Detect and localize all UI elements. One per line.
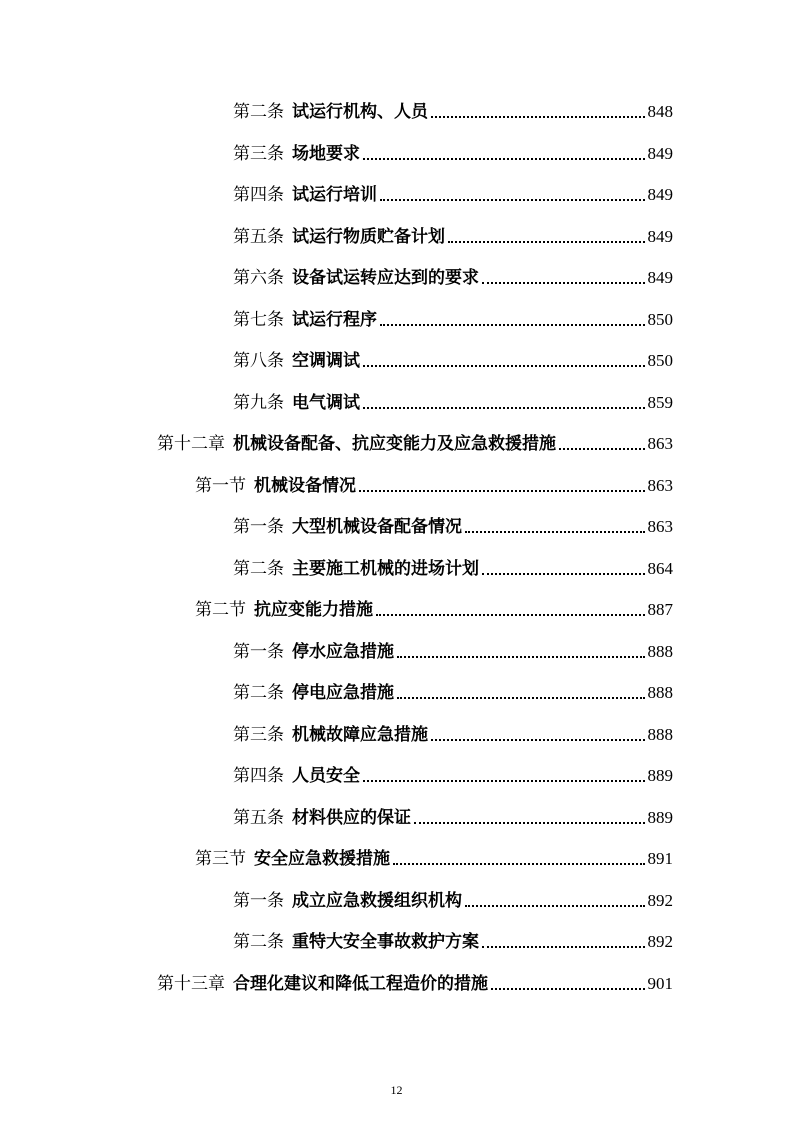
toc-entry[interactable]	[233, 95, 673, 123]
entry-page: 864	[647, 559, 673, 578]
dot-leader	[491, 988, 645, 990]
entry-number: 第二节	[195, 600, 246, 620]
entry-title: 重特大安全事故救护方案	[292, 932, 479, 952]
toc-entry-chapter[interactable]	[157, 967, 673, 995]
entry-title: 场地要求	[292, 144, 360, 164]
entry-title: 机械设备配备、抗应变能力及应急救援措施	[233, 434, 556, 454]
dot-leader	[380, 324, 645, 326]
entry-title: 停电应急措施	[292, 683, 394, 703]
entry-page: 850	[647, 351, 673, 370]
entry-title: 空调调试	[292, 351, 360, 371]
entry-title: 成立应急救援组织机构	[292, 891, 462, 911]
toc-entry[interactable]	[233, 303, 673, 331]
entry-title: 设备试运转应达到的要求	[292, 268, 479, 288]
toc-entry[interactable]	[233, 635, 673, 663]
entry-title: 试运行程序	[292, 310, 377, 330]
entry-number: 第一条	[233, 891, 284, 911]
dot-leader	[448, 241, 645, 243]
entry-page: 849	[647, 268, 673, 287]
entry-page: 863	[647, 517, 673, 536]
toc-entry[interactable]	[233, 261, 673, 289]
entry-title: 机械设备情况	[254, 476, 356, 496]
dot-leader	[482, 282, 645, 284]
toc-entry-section[interactable]	[195, 469, 673, 497]
dot-leader	[465, 905, 645, 907]
entry-title: 大型机械设备配备情况	[292, 517, 462, 537]
dot-leader	[363, 158, 645, 160]
toc-entry[interactable]	[233, 676, 673, 704]
entry-page: 888	[647, 725, 673, 744]
entry-page: 848	[647, 102, 673, 121]
toc-entry[interactable]	[233, 386, 673, 414]
entry-number: 第三节	[195, 849, 246, 869]
entry-page: 889	[647, 766, 673, 785]
entry-title: 人员安全	[292, 766, 360, 786]
dot-leader	[397, 697, 645, 699]
entry-page: 849	[647, 144, 673, 163]
toc-entry[interactable]	[233, 220, 673, 248]
toc-entry[interactable]	[233, 925, 673, 953]
entry-number: 第四条	[233, 766, 284, 786]
entry-number: 第五条	[233, 808, 284, 828]
entry-page: 888	[647, 683, 673, 702]
entry-title: 安全应急救援措施	[254, 849, 390, 869]
toc-entry[interactable]	[233, 137, 673, 165]
entry-number: 第五条	[233, 227, 284, 247]
entry-page: 859	[647, 393, 673, 412]
dot-leader	[363, 407, 645, 409]
entry-number: 第四条	[233, 185, 284, 205]
entry-number: 第八条	[233, 351, 284, 371]
entry-number: 第三条	[233, 144, 284, 164]
toc-entry[interactable]	[233, 552, 673, 580]
dot-leader	[559, 448, 645, 450]
entry-number: 第一条	[233, 517, 284, 537]
entry-page: 892	[647, 891, 673, 910]
entry-number: 第二条	[233, 932, 284, 952]
entry-number: 第二条	[233, 559, 284, 579]
entry-page: 891	[647, 849, 673, 868]
dot-leader	[397, 656, 645, 658]
toc-entry[interactable]	[233, 510, 673, 538]
entry-page: 849	[647, 227, 673, 246]
dot-leader	[482, 946, 645, 948]
entry-title: 机械故障应急措施	[292, 725, 428, 745]
entry-page: 901	[647, 974, 673, 993]
dot-leader	[393, 863, 645, 865]
entry-page: 887	[647, 600, 673, 619]
entry-title: 试运行机构、人员	[292, 102, 428, 122]
entry-title: 试运行培训	[292, 185, 377, 205]
dot-leader	[363, 780, 645, 782]
dot-leader	[359, 490, 645, 492]
toc-entry[interactable]	[233, 344, 673, 372]
entry-number: 第一条	[233, 642, 284, 662]
toc-entry[interactable]	[233, 178, 673, 206]
entry-number: 第一节	[195, 476, 246, 496]
entry-number: 第十二章	[157, 434, 225, 454]
entry-page: 889	[647, 808, 673, 827]
entry-title: 电气调试	[292, 393, 360, 413]
entry-number: 第七条	[233, 310, 284, 330]
dot-leader	[414, 822, 645, 824]
toc-entry[interactable]	[233, 718, 673, 746]
entry-page: 863	[647, 434, 673, 453]
dot-leader	[363, 365, 645, 367]
entry-number: 第二条	[233, 102, 284, 122]
dot-leader	[482, 573, 645, 575]
entry-number: 第九条	[233, 393, 284, 413]
dot-leader	[465, 531, 645, 533]
toc-entry-chapter[interactable]	[157, 427, 673, 455]
entry-title: 试运行物质贮备计划	[292, 227, 445, 247]
entry-number: 第六条	[233, 268, 284, 288]
dot-leader	[431, 116, 645, 118]
entry-page: 892	[647, 932, 673, 951]
entry-number: 第二条	[233, 683, 284, 703]
entry-number: 第十三章	[157, 974, 225, 994]
entry-title: 材料供应的保证	[292, 808, 411, 828]
toc-entry[interactable]	[233, 759, 673, 787]
footer-page-number: 12	[390, 1083, 403, 1097]
entry-title: 停水应急措施	[292, 642, 394, 662]
dot-leader	[376, 614, 645, 616]
entry-title: 抗应变能力措施	[254, 600, 373, 620]
toc-entry-section[interactable]	[195, 593, 673, 621]
entry-number: 第三条	[233, 725, 284, 745]
entry-title: 合理化建议和降低工程造价的措施	[233, 974, 488, 994]
toc-entry[interactable]	[233, 884, 673, 912]
toc-entry-section[interactable]	[195, 842, 673, 870]
toc-entry[interactable]	[233, 801, 673, 829]
dot-leader	[380, 199, 645, 201]
entry-title: 主要施工机械的进场计划	[292, 559, 479, 579]
entry-page: 863	[647, 476, 673, 495]
entry-page: 888	[647, 642, 673, 661]
dot-leader	[431, 739, 645, 741]
entry-page: 849	[647, 185, 673, 204]
entry-page: 850	[647, 310, 673, 329]
